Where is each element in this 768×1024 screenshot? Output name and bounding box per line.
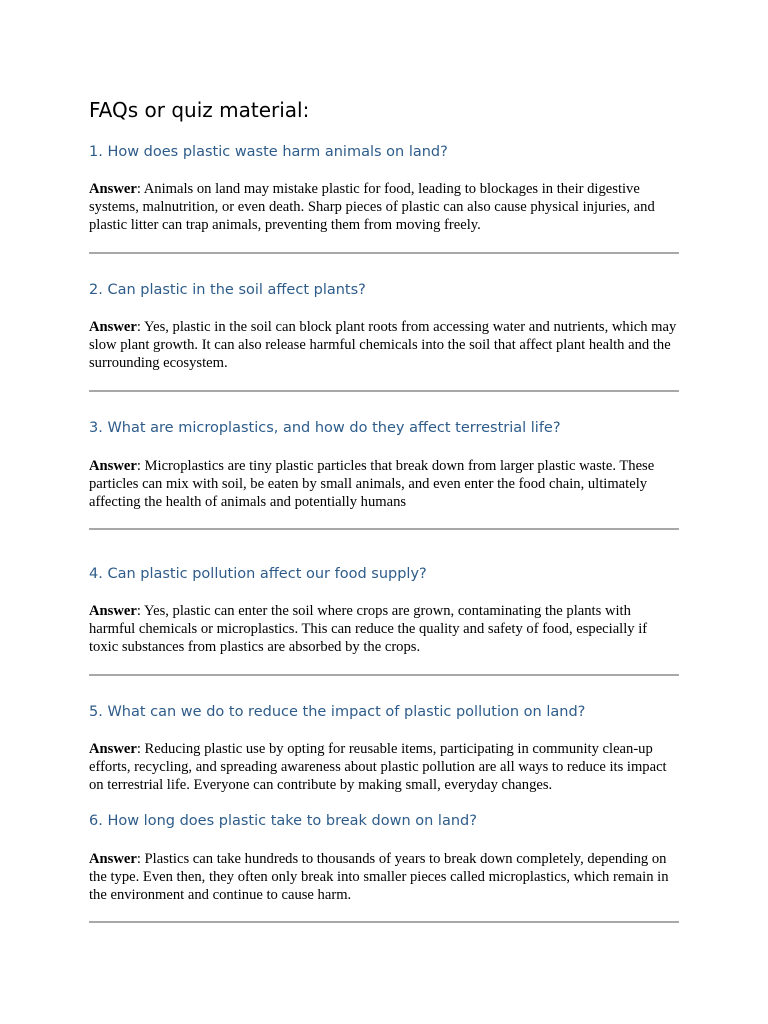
divider: [89, 390, 679, 392]
faq-question-2: 2. Can plastic in the soil affect plants?: [89, 282, 366, 298]
faq-answer-3: Answer: Microplastics are tiny plastic particles that break down from larger plastic waste. These particles can mix with soil, be eaten by small animals, and even enter the food chain, ultimately affecting the health of animals and potentially humans: [89, 458, 655, 511]
divider: [89, 252, 679, 254]
page-title: FAQs or quiz material:: [89, 98, 310, 122]
faq-item-6: [89, 811, 679, 904]
divider: [89, 528, 679, 530]
faq-answer-text-3: Microplastics are tiny plastic particles that break down from larger plastic waste. These particles can mix with soil, be eaten by small animals, and even enter the food chain, ultimately affecting the health of animals and potentially humans: [89, 458, 655, 511]
faq-item-1: [89, 142, 679, 234]
answer-label: Answer: [89, 181, 137, 197]
faq-question-5: 5. What can we do to reduce the impact of plastic pollution on land?: [89, 704, 586, 720]
divider: [89, 921, 679, 923]
faq-question-3: 3. What are microplastics, and how do they affect terrestrial life?: [89, 420, 561, 436]
answer-label: Answer: [89, 851, 137, 867]
faq-question-1: 1. How does plastic waste harm animals on land?: [89, 144, 448, 160]
faq-question-6: 6. How long does plastic take to break down on land?: [89, 813, 477, 829]
faq-answer-5: Answer: Reducing plastic use by opting for reusable items, participating in community clean-up efforts, recycling, and spreading awareness about plastic pollution are all ways to reduce its impact on terrestrial life. Everyone can contribute by making small, everyday changes.: [89, 741, 667, 794]
faq-answer-6: Answer: Plastics can take hundreds to thousands of years to break down completely, depending on the type. Even then, they often only break into smaller pieces called microplastics, which remain in the environment and continue to cause harm.: [89, 851, 669, 904]
answer-label: Answer: [89, 741, 137, 757]
faq-answer-text-1: Animals on land may mistake plastic for food, leading to blockages in their digestive systems, malnutrition, or even death. Sharp pieces of plastic can also cause physical injuries, and plastic litter can trap animals, preventing them from moving freely.: [89, 181, 655, 234]
faq-answer-text-6: Plastics can take hundreds to thousands of years to break down completely, depending on the type. Even then, they often only break into smaller pieces called microplastics, which remain in the environment and continue to cause harm.: [89, 851, 669, 904]
faq-item-2: [89, 280, 679, 372]
answer-label: Answer: [89, 603, 137, 619]
faq-item-3: [89, 418, 679, 511]
answer-label: Answer: [89, 458, 137, 474]
faq-answer-1: Answer: Animals on land may mistake plastic for food, leading to blockages in their digestive systems, malnutrition, or even death. Sharp pieces of plastic can also cause physical injuries, and plastic litter can trap animals, preventing them from moving freely.: [89, 181, 655, 234]
answer-label: Answer: [89, 319, 137, 335]
faq-answer-2: Answer: Yes, plastic in the soil can block plant roots from accessing water and nutrients, which may slow plant growth. It can also release harmful chemicals into the soil that affect plant health and the surrounding ecosystem.: [89, 319, 677, 372]
faq-answer-text-5: Reducing plastic use by opting for reusable items, participating in community clean-up efforts, recycling, and spreading awareness about plastic pollution are all ways to reduce its impact on terrestrial life. Everyone can contribute by making small, everyday changes.: [89, 741, 667, 794]
faq-answer-text-4: Yes, plastic can enter the soil where crops are grown, contaminating the plants with harmful chemicals or microplastics. This can reduce the quality and safety of food, especially if toxic substances from plastics are absorbed by the crops.: [89, 603, 648, 656]
faq-answer-4: Answer: Yes, plastic can enter the soil where crops are grown, contaminating the plants with harmful chemicals or microplastics. This can reduce the quality and safety of food, especially if toxic substances from plastics are absorbed by the crops.: [89, 603, 648, 656]
faq-answer-text-2: Yes, plastic in the soil can block plant roots from accessing water and nutrients, which may slow plant growth. It can also release harmful chemicals into the soil that affect plant health and the surrounding ecosystem.: [89, 319, 677, 372]
divider: [89, 674, 679, 676]
faq-item-5: [89, 702, 679, 794]
faq-question-4: 4. Can plastic pollution affect our food supply?: [89, 566, 427, 582]
faq-item-4: [89, 564, 679, 656]
